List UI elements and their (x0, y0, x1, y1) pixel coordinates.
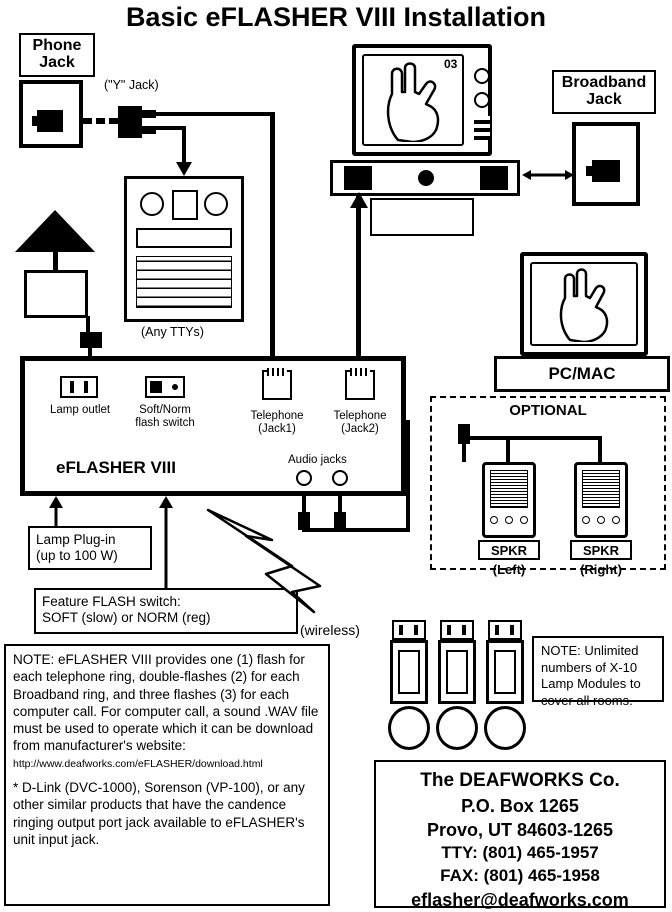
wire-videophone-to-unit (356, 196, 361, 368)
speaker-right-label: SPKR (582, 543, 620, 558)
lamp-outlet-label: Lamp outlet (50, 404, 111, 416)
phone-jack-plug-icon (37, 110, 63, 132)
x10-module-2-prong-l (447, 625, 451, 635)
arrow-down-icon (176, 160, 194, 176)
fax-number: FAX: (801) 465-1958 (440, 866, 600, 886)
ily-hand-icon (552, 268, 616, 342)
broadband-jack-plug-icon (592, 160, 620, 182)
speaker-right-dot3 (612, 516, 620, 524)
wireless-signal-icon (196, 500, 386, 630)
lamp-plug-callout: Lamp Plug-in (up to 100 W) (28, 526, 152, 570)
y-jack-body (118, 106, 142, 138)
videophone-jack-left (344, 166, 372, 190)
lamp-shade-icon (15, 210, 95, 252)
double-arrow-icon (522, 168, 574, 182)
x10-module-2-face (446, 650, 468, 694)
x10-module-2-prong-r (462, 625, 466, 635)
x10-note: NOTE: Unlimited numbers of X-10 Lamp Modules to cover all rooms. (532, 636, 664, 702)
wireless-label: (wireless) (300, 622, 360, 638)
speaker-wire-right-drop (598, 436, 602, 464)
broadband-jack-label: Broadband Jack (552, 70, 656, 114)
cable-seg (83, 118, 92, 124)
tv-knob-2-icon[interactable] (474, 92, 490, 108)
speaker-right-dot2 (597, 516, 605, 524)
phone-jack-label: Phone Jack (19, 33, 95, 77)
broadband-videophone-label-box (370, 198, 474, 236)
x10-module-1-prong-r (414, 625, 418, 635)
tty-keyboard (136, 256, 232, 308)
speaker-right-sublabel: (Right) (580, 562, 622, 577)
arrow-up-icon (158, 496, 174, 588)
x10-module-1-face (398, 650, 420, 694)
arrow-up-icon (48, 496, 64, 528)
tv-speaker-grid-icon (474, 116, 490, 140)
lamp-outlet-socket (60, 376, 98, 398)
speaker-plug (458, 424, 470, 444)
audio-jack-left[interactable] (296, 470, 312, 486)
email-address[interactable]: eflasher@deafworks.com (411, 890, 629, 911)
main-note-text: NOTE: eFLASHER VIII provides one (1) flash for each telephone ring, double-flashes (2) for each Broadband ring, and three flashes (3) for each computer call. For computer call, a sound .WAV file must be used to operate which it can be download from manufacturer's website: (13, 652, 319, 754)
optional-label: OPTIONAL (509, 402, 587, 419)
wire-y-to-unit-v (270, 112, 275, 362)
cable-seg (96, 118, 105, 124)
speaker-right-grille (582, 470, 620, 508)
main-note-box (4, 644, 330, 906)
arrow-up-icon (350, 192, 368, 208)
lamp-outlet-slot-l (70, 381, 74, 393)
company-name: The DEAFWORKS Co. (420, 770, 620, 791)
tty-number: TTY: (801) 465-1957 (441, 843, 599, 863)
lamp-plug-icon (80, 332, 102, 348)
page-title: Basic eFLASHER VIII Installation (125, 2, 547, 32)
contact-box (374, 760, 666, 911)
audio-wire-riser (406, 420, 410, 532)
soft-norm-switch-dot (172, 384, 178, 390)
tv-knob-1-icon[interactable] (474, 68, 490, 84)
speaker-right-dot1 (582, 516, 590, 524)
speaker-left-label: SPKR (490, 543, 528, 558)
x10-module-3-face (494, 650, 516, 694)
telephone-jack2-label: Telephone (Jack2) (333, 410, 387, 436)
lamp-neck (53, 252, 58, 270)
videophone-indicator (418, 170, 434, 186)
speaker-left-dot2 (505, 516, 513, 524)
soft-norm-switch-lever[interactable] (150, 381, 162, 393)
soft-norm-switch-label: Soft/Norm flash switch (135, 404, 195, 430)
po-box: P.O. Box 1265 (461, 795, 579, 816)
x10-module-3-prong-r (510, 625, 514, 635)
lamp-outlet-slot-r (84, 381, 88, 393)
x10-module-3-prong-l (495, 625, 499, 635)
speaker-wire-h (462, 436, 602, 440)
eflasher-brand: eFLASHER VIII (56, 458, 176, 477)
speaker-wire-left-drop (506, 436, 510, 464)
lamp-base (24, 270, 88, 318)
x10-module-3-prongs (488, 620, 522, 640)
phone-jack-plug-tab (32, 116, 40, 126)
tty-reel-right-icon (204, 192, 228, 216)
speaker-left-sublabel: (Left) (492, 562, 526, 577)
x10-module-1-prongs (392, 620, 426, 640)
feature-switch-callout: Feature FLASH switch: SOFT (slow) or NORM (reg) (34, 588, 298, 634)
audio-jack-right[interactable] (332, 470, 348, 486)
cable-seg (109, 118, 118, 124)
y-jack-out-bottom (142, 126, 156, 134)
audio-jacks-label: Audio jacks (288, 454, 347, 466)
x10-bulb-1-icon (388, 706, 430, 750)
x10-module-2-prongs (440, 620, 474, 640)
wire-y-to-tty-v (182, 126, 186, 164)
videophone-channel: 03 (444, 57, 458, 71)
speaker-left-grille (490, 470, 528, 508)
footnote-text: * D-Link (DVC-1000), Sorenson (VP-100), or any other similar products that have the candence ringing output port jack available to eFLASHER's unit input jack. (13, 780, 305, 847)
x10-bulb-3-icon (484, 706, 526, 750)
telephone-jack1-pins (267, 368, 287, 376)
speaker-wire-v (462, 442, 466, 462)
telephone-jack2-pins (350, 368, 370, 376)
tty-reel-left-icon (140, 192, 164, 216)
y-jack-out-top (142, 110, 156, 118)
any-ttys-label: (Any TTYs) (141, 325, 204, 339)
x10-module-1-prong-l (399, 625, 403, 635)
videophone-jack-right (480, 166, 508, 190)
x10-bulb-2-icon (436, 706, 478, 750)
tty-readout (136, 228, 232, 248)
speaker-left-dot3 (520, 516, 528, 524)
ily-hand-icon (378, 62, 448, 142)
telephone-jack1-label: Telephone (Jack1) (250, 410, 304, 436)
wire-y-to-unit-h (156, 112, 274, 116)
tty-display (172, 190, 198, 220)
broadband-jack-plug-tab (586, 166, 594, 176)
y-jack-label: ("Y" Jack) (104, 78, 159, 92)
pcmac-label: PC/MAC (548, 364, 616, 383)
download-url[interactable]: http://www.deafworks.com/eFLASHER/download.html (13, 757, 263, 770)
speaker-left-dot1 (490, 516, 498, 524)
city-state-zip: Provo, UT 84603-1265 (426, 819, 614, 840)
